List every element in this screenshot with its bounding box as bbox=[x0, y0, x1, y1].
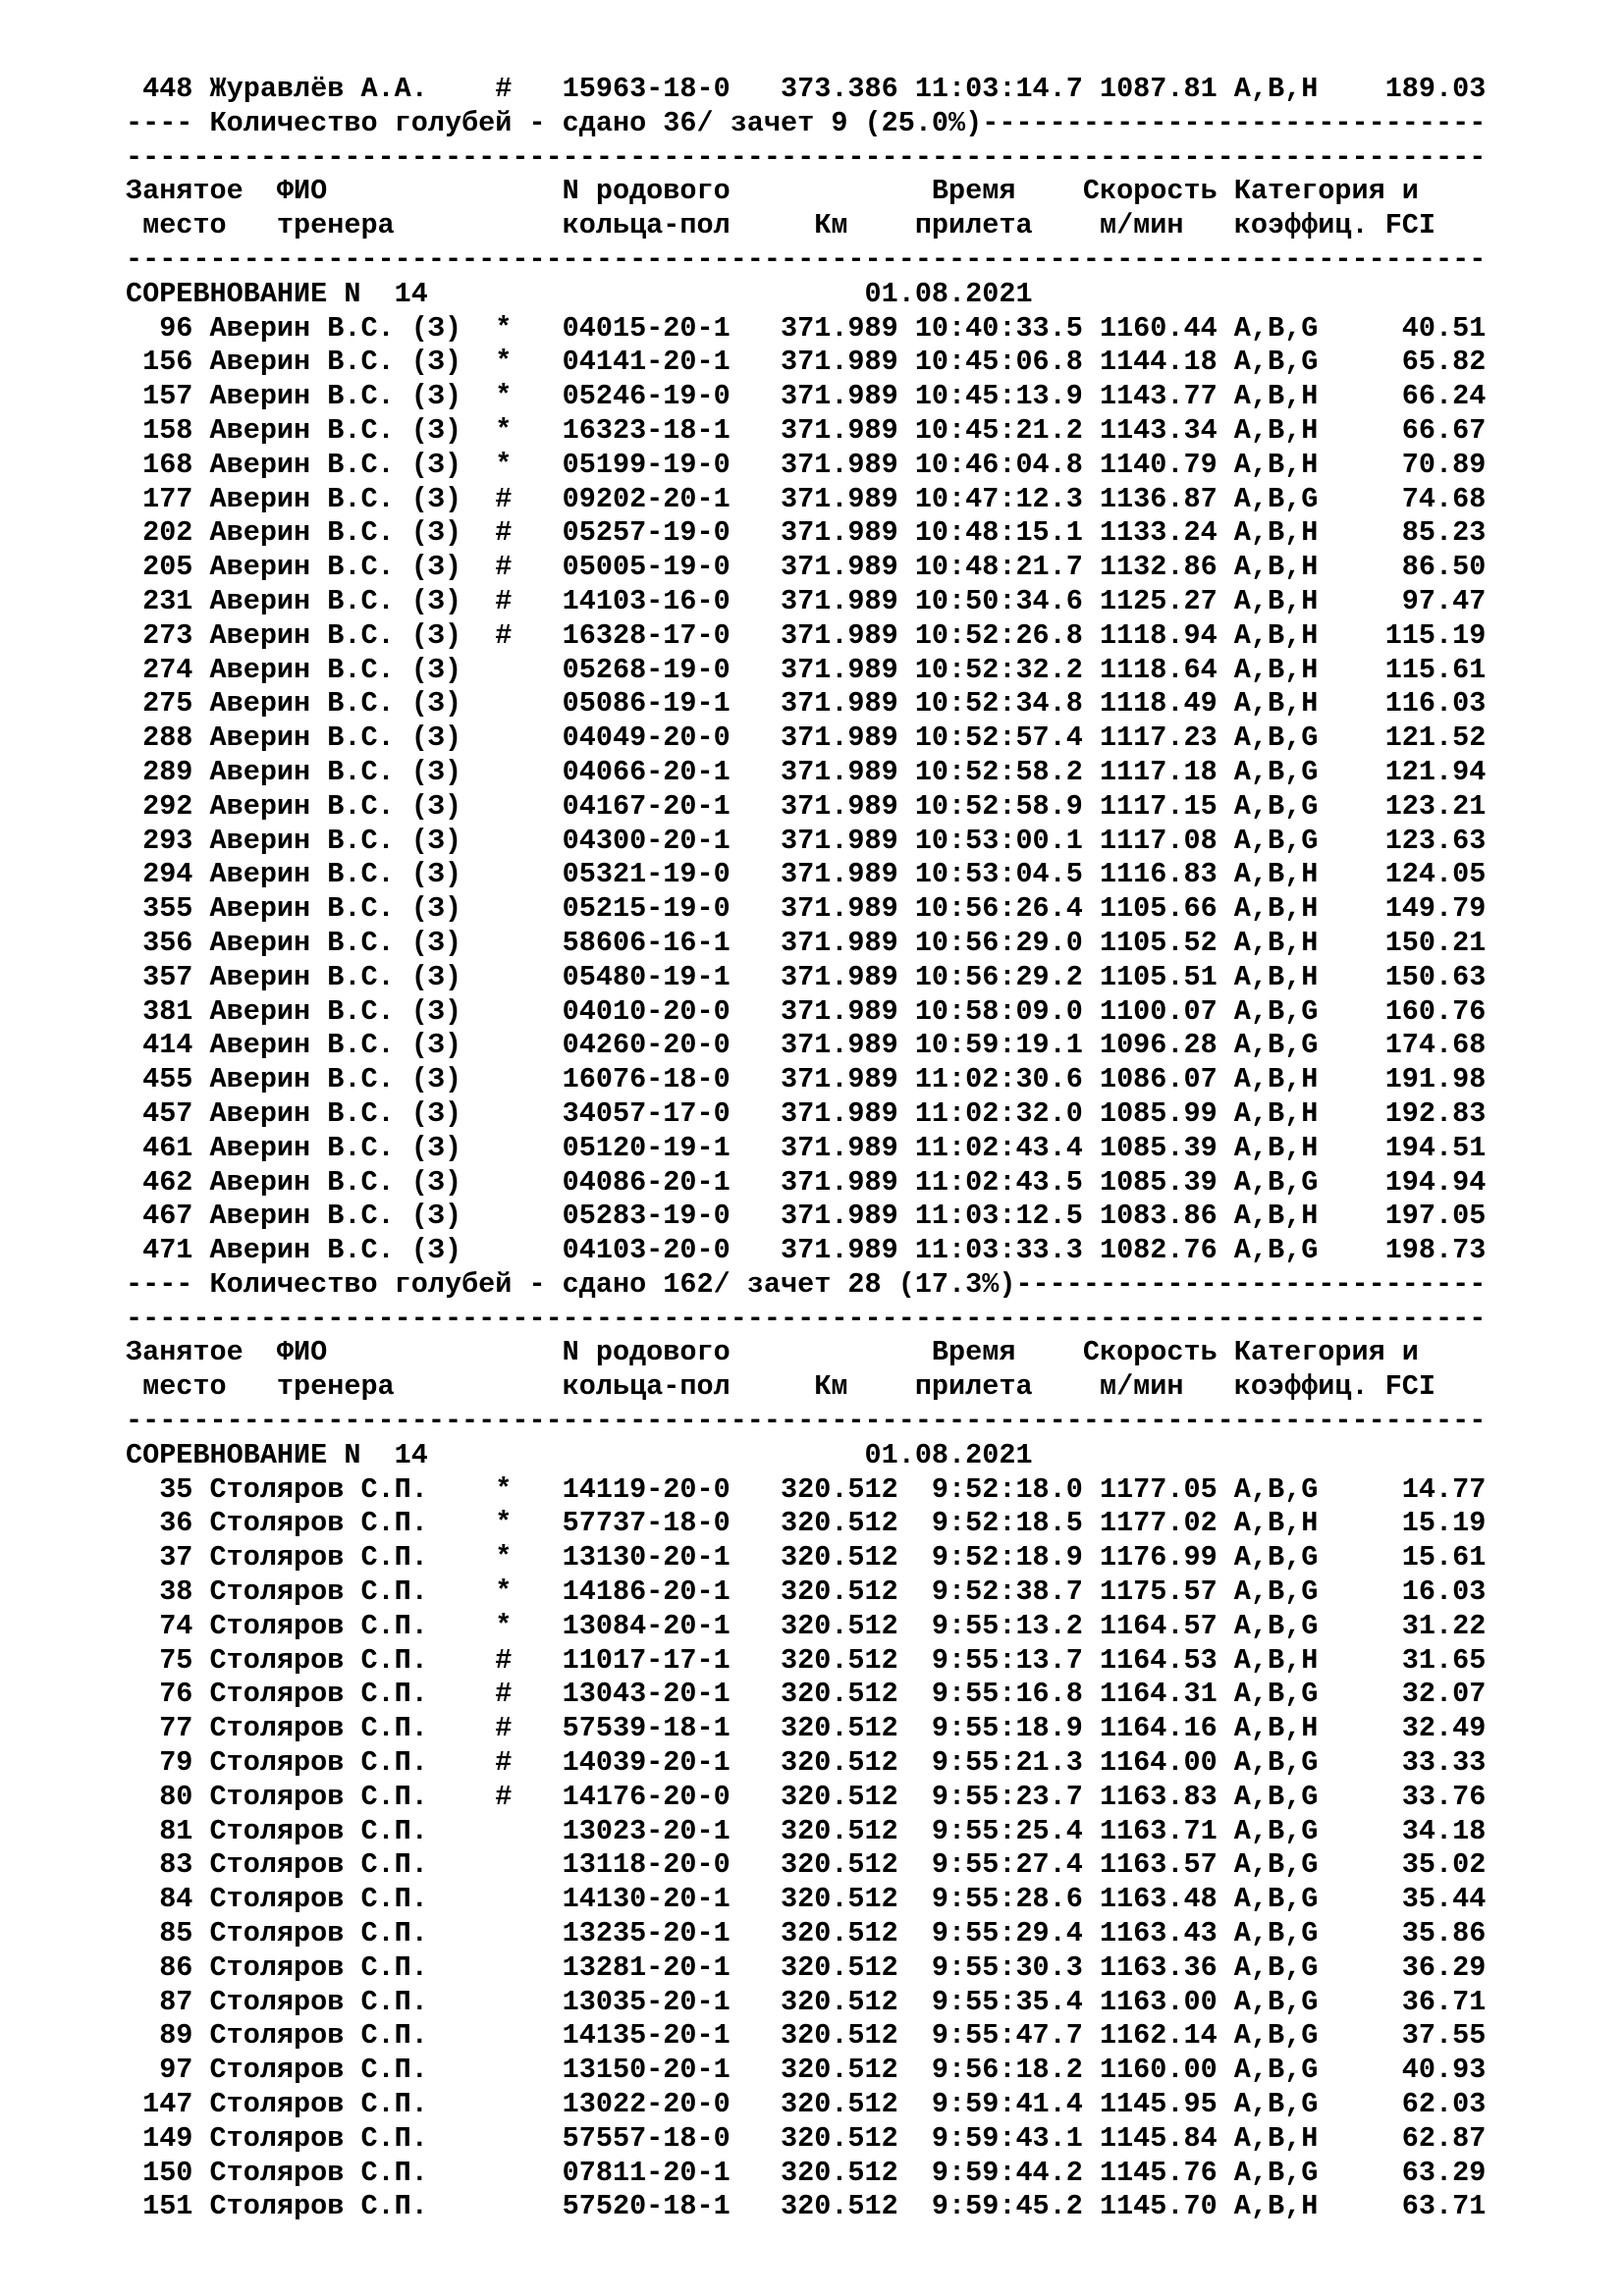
result-line: 414 Аверин В.С. (З) 04260-20-0 371.989 10:59:19.1 1096.28 A,B,G 174.68 bbox=[126, 1029, 1487, 1062]
result-line: 356 Аверин В.С. (З) 58606-16-1 371.989 10:56:29.0 1105.52 A,B,H 150.21 bbox=[126, 926, 1487, 959]
result-line: 202 Аверин В.С. (З) # 05257-19-0 371.989 10:48:15.1 1133.24 A,B,H 85.23 bbox=[126, 516, 1487, 550]
result-line: 357 Аверин В.С. (З) 05480-19-1 371.989 10:56:29.2 1105.51 A,B,H 150.63 bbox=[126, 960, 1487, 993]
summary-line: ---- Количество голубей - сдано 162/ зачет 28 (17.3%)---------------------------- bbox=[126, 1267, 1487, 1301]
result-line: 97 Столяров С.П. 13150-20-1 320.512 9:56:18.2 1160.00 A,B,G 40.93 bbox=[126, 2054, 1487, 2087]
result-line: 288 Аверин В.С. (З) 04049-20-0 371.989 10:52:57.4 1117.23 A,B,G 121.52 bbox=[126, 721, 1487, 755]
result-line: 37 Столяров С.П. * 13130-20-1 320.512 9:52:18.9 1176.99 A,B,G 15.61 bbox=[126, 1541, 1487, 1575]
result-line: 461 Аверин В.С. (З) 05120-19-1 371.989 11:02:43.4 1085.39 A,B,H 194.51 bbox=[126, 1131, 1487, 1164]
result-line: 80 Столяров С.П. # 14176-20-0 320.512 9:55:23.7 1163.83 A,B,G 33.76 bbox=[126, 1780, 1487, 1813]
result-line: 294 Аверин В.С. (З) 05321-19-0 371.989 10:53:04.5 1116.83 A,B,H 124.05 bbox=[126, 858, 1487, 891]
result-line: 149 Столяров С.П. 57557-18-0 320.512 9:59:43.1 1145.84 A,B,H 62.87 bbox=[126, 2121, 1487, 2155]
column-header: место тренера кольца-пол Км прилета м/мин коэффиц. FCI bbox=[126, 209, 1436, 242]
separator-line: --------------------------------------------------------------------------------- bbox=[126, 1302, 1487, 1335]
column-header: Занятое ФИО N родового Время Скорость Категория и bbox=[126, 1336, 1419, 1369]
result-line: 457 Аверин В.С. (З) 34057-17-0 371.989 11:02:32.0 1085.99 A,B,H 192.83 bbox=[126, 1096, 1487, 1130]
result-line: 86 Столяров С.П. 13281-20-1 320.512 9:55:30.3 1163.36 A,B,G 36.29 bbox=[126, 1950, 1487, 1984]
result-line: 177 Аверин В.С. (З) # 09202-20-1 371.989 10:47:12.3 1136.87 A,B,G 74.68 bbox=[126, 482, 1487, 515]
result-line: 81 Столяров С.П. 13023-20-1 320.512 9:55:25.4 1163.71 A,B,G 34.18 bbox=[126, 1814, 1487, 1847]
result-line: 275 Аверин В.С. (З) 05086-19-1 371.989 10:52:34.8 1118.49 A,B,H 116.03 bbox=[126, 687, 1487, 721]
result-line: 289 Аверин В.С. (З) 04066-20-1 371.989 10:52:58.2 1117.18 A,B,G 121.94 bbox=[126, 755, 1487, 788]
result-line: 381 Аверин В.С. (З) 04010-20-0 371.989 10:58:09.0 1100.07 A,B,G 160.76 bbox=[126, 994, 1487, 1028]
competition-heading: СОРЕВНОВАНИЕ N 14 01.08.2021 bbox=[126, 1438, 1033, 1471]
column-header: Занятое ФИО N родового Время Скорость Категория и bbox=[126, 175, 1419, 208]
result-line: 35 Столяров С.П. * 14119-20-0 320.512 9:52:18.0 1177.05 A,B,G 14.77 bbox=[126, 1472, 1487, 1506]
result-line: 157 Аверин В.С. (З) * 05246-19-0 371.989 10:45:13.9 1143.77 A,B,H 66.24 bbox=[126, 380, 1487, 413]
result-line: 150 Столяров С.П. 07811-20-1 320.512 9:59:44.2 1145.76 A,B,G 63.29 bbox=[126, 2156, 1487, 2189]
result-line: 273 Аверин В.С. (З) # 16328-17-0 371.989 10:52:26.8 1118.94 A,B,H 115.19 bbox=[126, 618, 1487, 652]
column-header: место тренера кольца-пол Км прилета м/мин коэффиц. FCI bbox=[126, 1370, 1436, 1404]
result-line: 74 Столяров С.П. * 13084-20-1 320.512 9:55:13.2 1164.57 A,B,G 31.22 bbox=[126, 1609, 1487, 1642]
result-line: 448 Журавлёв А.А. # 15963-18-0 373.386 11:03:14.7 1087.81 A,B,H 189.03 bbox=[126, 73, 1487, 105]
result-line: 467 Аверин В.С. (З) 05283-19-0 371.989 11:03:12.5 1083.86 A,B,H 197.05 bbox=[126, 1200, 1487, 1233]
result-line: 77 Столяров С.П. # 57539-18-1 320.512 9:55:18.9 1164.16 A,B,H 32.49 bbox=[126, 1712, 1487, 1745]
result-line: 87 Столяров С.П. 13035-20-1 320.512 9:55:35.4 1163.00 A,B,G 36.71 bbox=[126, 1985, 1487, 2018]
separator-line: --------------------------------------------------------------------------------- bbox=[126, 1405, 1487, 1438]
result-line: 85 Столяров С.П. 13235-20-1 320.512 9:55:29.4 1163.43 A,B,G 35.86 bbox=[126, 1917, 1487, 1950]
result-line: 83 Столяров С.П. 13118-20-0 320.512 9:55:27.4 1163.57 A,B,G 35.02 bbox=[126, 1848, 1487, 1882]
result-line: 151 Столяров С.П. 57520-18-1 320.512 9:59:45.2 1145.70 A,B,H 63.71 bbox=[126, 2190, 1487, 2223]
results-printout bbox=[126, 73, 1486, 2224]
separator-line: --------------------------------------------------------------------------------- bbox=[126, 242, 1487, 276]
result-line: 158 Аверин В.С. (З) * 16323-18-1 371.989 10:45:21.2 1143.34 A,B,H 66.67 bbox=[126, 413, 1487, 447]
result-line: 75 Столяров С.П. # 11017-17-1 320.512 9:55:13.7 1164.53 A,B,H 31.65 bbox=[126, 1643, 1487, 1677]
separator-line: --------------------------------------------------------------------------------- bbox=[126, 140, 1487, 174]
result-line: 462 Аверин В.С. (З) 04086-20-1 371.989 11:02:43.5 1085.39 A,B,G 194.94 bbox=[126, 1165, 1487, 1199]
result-line: 293 Аверин В.С. (З) 04300-20-1 371.989 10:53:00.1 1117.08 A,B,G 123.63 bbox=[126, 824, 1487, 857]
result-line: 355 Аверин В.С. (З) 05215-19-0 371.989 10:56:26.4 1105.66 A,B,H 149.79 bbox=[126, 892, 1487, 926]
result-line: 455 Аверин В.С. (З) 16076-18-0 371.989 11:02:30.6 1086.07 A,B,H 191.98 bbox=[126, 1063, 1487, 1096]
result-line: 205 Аверин В.С. (З) # 05005-19-0 371.989 10:48:21.7 1132.86 A,B,H 86.50 bbox=[126, 551, 1487, 584]
result-line: 231 Аверин В.С. (З) # 14103-16-0 371.989 10:50:34.6 1125.27 A,B,H 97.47 bbox=[126, 584, 1487, 617]
competition-heading: СОРЕВНОВАНИЕ N 14 01.08.2021 bbox=[126, 277, 1033, 310]
result-line: 38 Столяров С.П. * 14186-20-1 320.512 9:52:38.7 1175.57 A,B,G 16.03 bbox=[126, 1575, 1487, 1609]
result-line: 156 Аверин В.С. (З) * 04141-20-1 371.989 10:45:06.8 1144.18 A,B,G 65.82 bbox=[126, 346, 1487, 379]
result-line: 76 Столяров С.П. # 13043-20-1 320.512 9:55:16.8 1164.31 A,B,G 32.07 bbox=[126, 1678, 1487, 1711]
result-line: 147 Столяров С.П. 13022-20-0 320.512 9:59:41.4 1145.95 A,B,G 62.03 bbox=[126, 2088, 1487, 2121]
result-line: 36 Столяров С.П. * 57737-18-0 320.512 9:52:18.5 1177.02 A,B,H 15.19 bbox=[126, 1507, 1487, 1540]
result-line: 168 Аверин В.С. (З) * 05199-19-0 371.989 10:46:04.8 1140.79 A,B,H 70.89 bbox=[126, 448, 1487, 481]
result-line: 79 Столяров С.П. # 14039-20-1 320.512 9:55:21.3 1164.00 A,B,G 33.33 bbox=[126, 1746, 1487, 1780]
result-line: 471 Аверин В.С. (З) 04103-20-0 371.989 11:03:33.3 1082.76 A,B,G 198.73 bbox=[126, 1234, 1487, 1267]
result-line: 292 Аверин В.С. (З) 04167-20-1 371.989 10:52:58.9 1117.15 A,B,G 123.21 bbox=[126, 789, 1487, 823]
result-line: 274 Аверин В.С. (З) 05268-19-0 371.989 10:52:32.2 1118.64 A,B,H 115.61 bbox=[126, 653, 1487, 686]
result-line: 96 Аверин В.С. (З) * 04015-20-1 371.989 10:40:33.5 1160.44 A,B,G 40.51 bbox=[126, 311, 1487, 345]
result-line: 84 Столяров С.П. 14130-20-1 320.512 9:55:28.6 1163.48 A,B,G 35.44 bbox=[126, 1883, 1487, 1916]
result-line: 89 Столяров С.П. 14135-20-1 320.512 9:55:47.7 1162.14 A,B,G 37.55 bbox=[126, 2019, 1487, 2053]
summary-line: ---- Количество голубей - сдано 36/ зачет 9 (25.0%)------------------------------ bbox=[126, 106, 1487, 139]
